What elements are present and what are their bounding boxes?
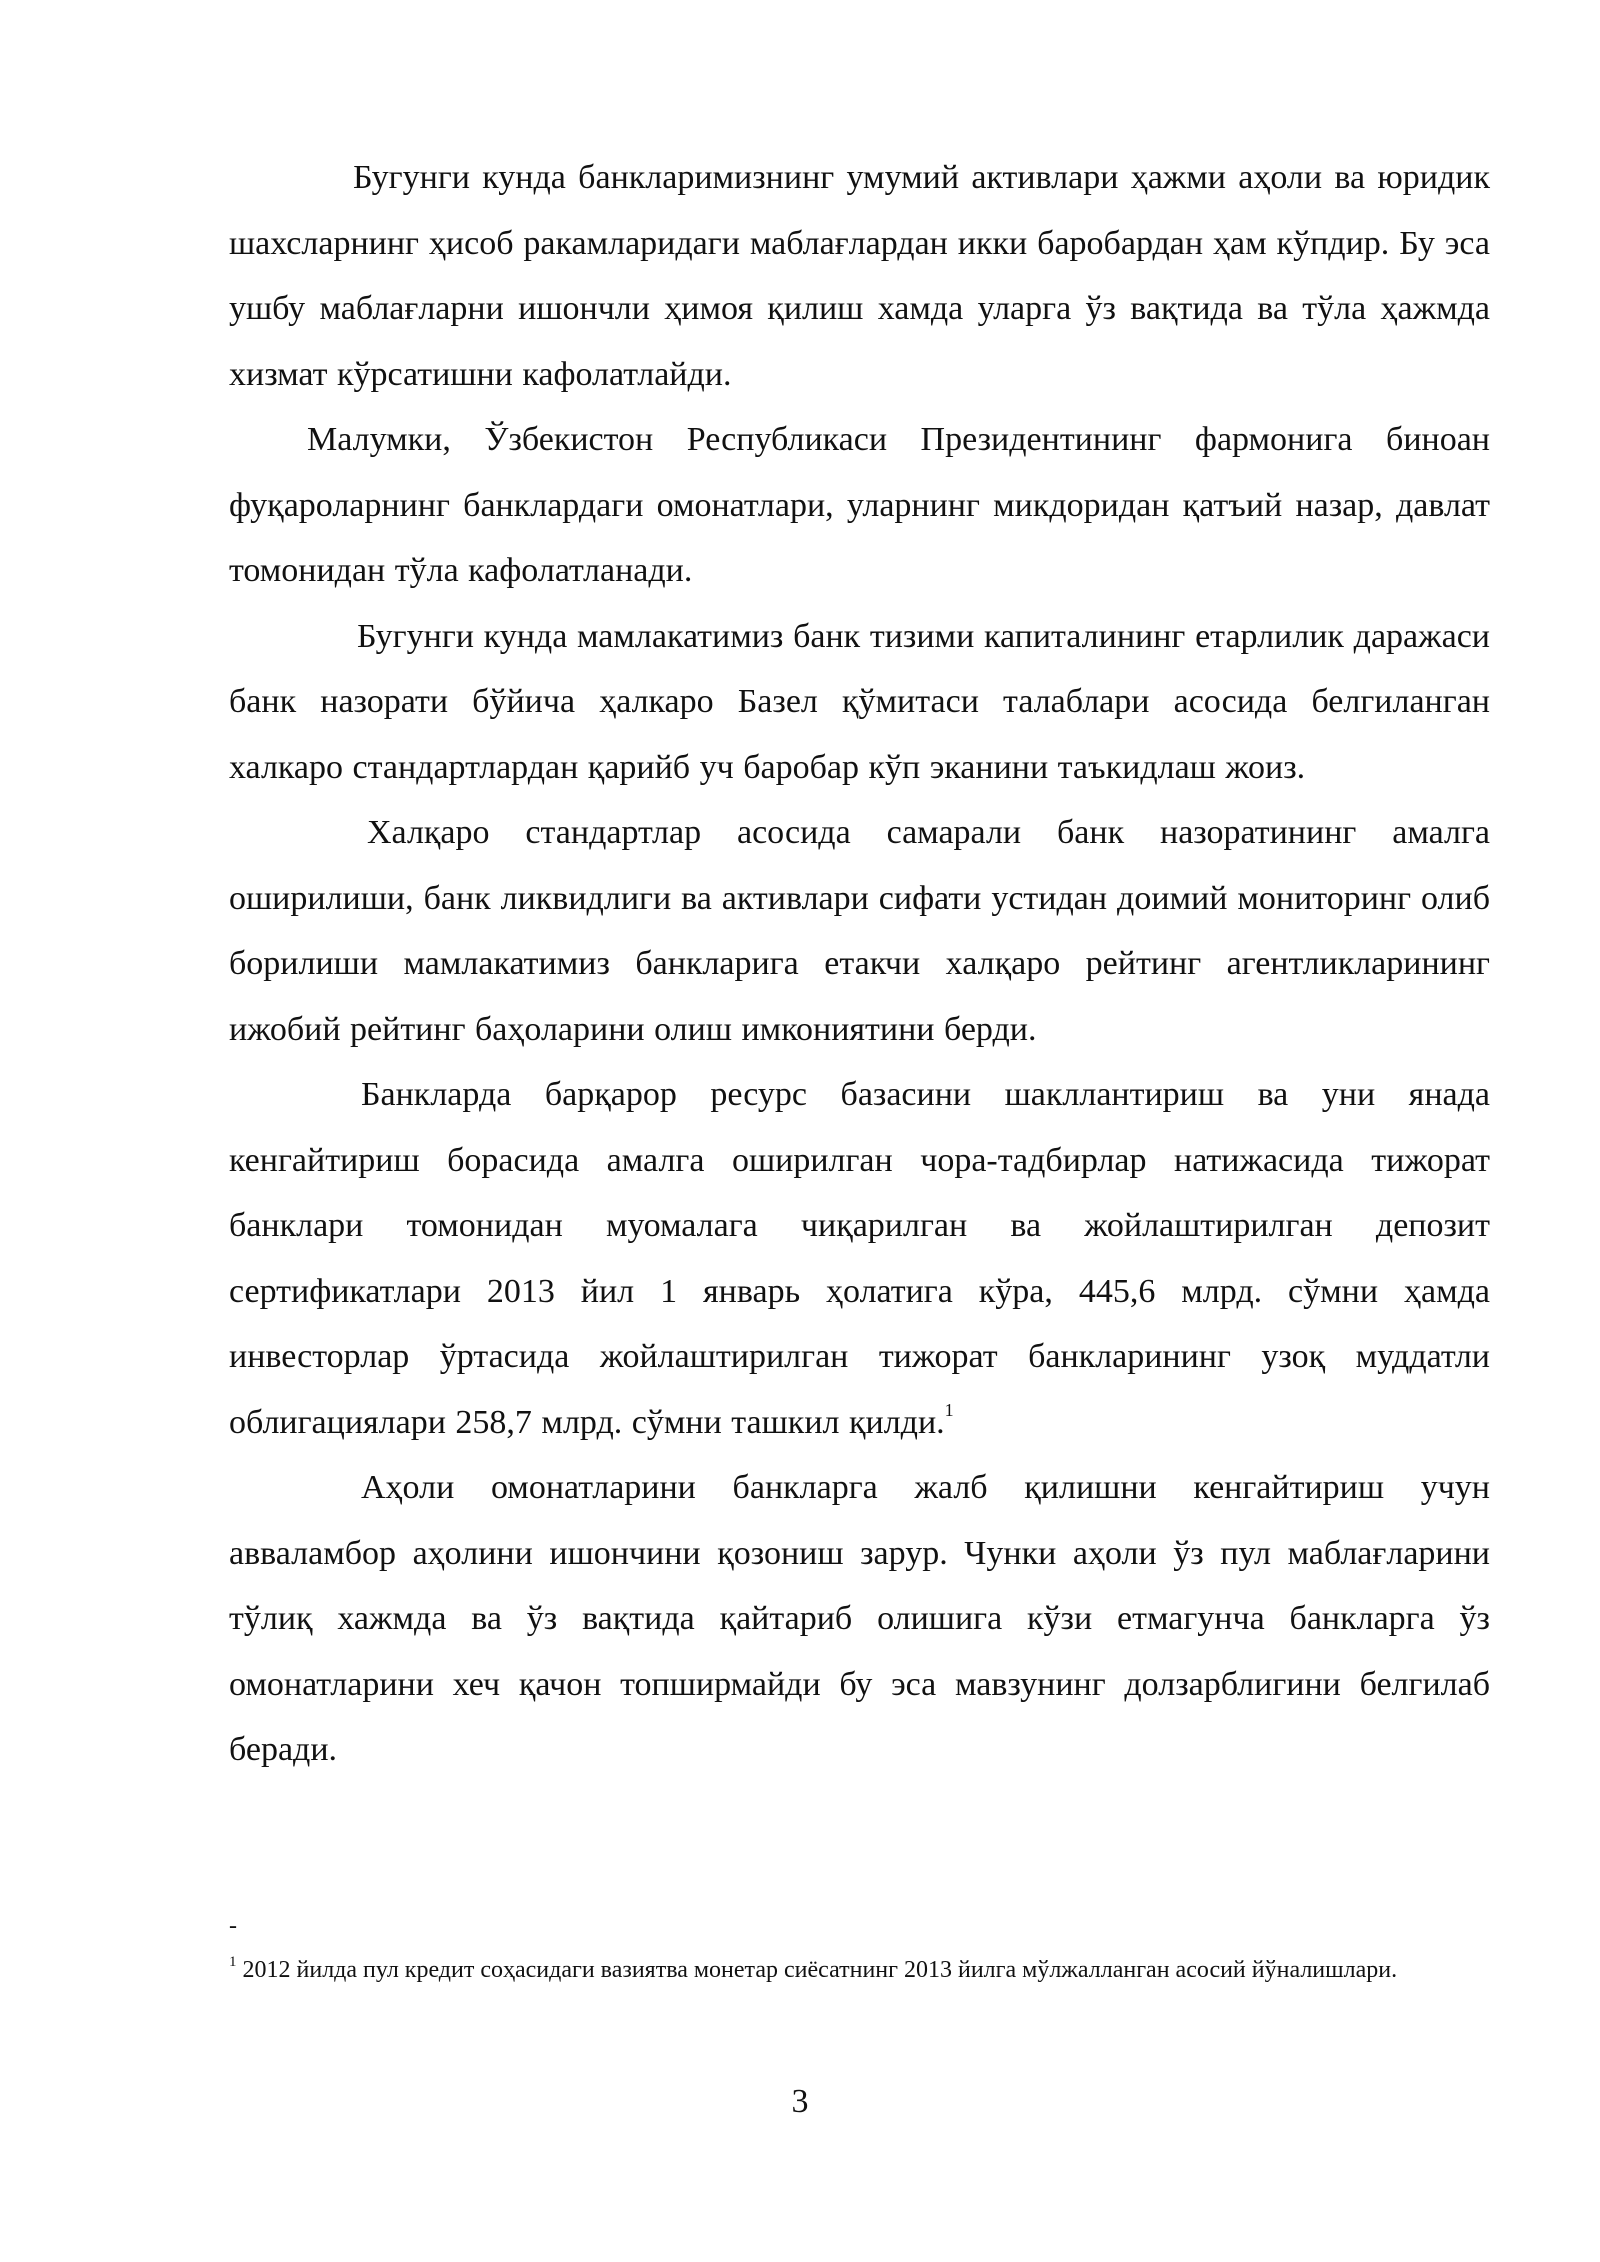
paragraph-6: Аҳоли омонатларини банкларга жалб қилишни кенгайтириш учун авваламбор аҳолини ишончини қозониш зарур. Чунки аҳоли ўз пул маблағларини тўлиқ хажмда ва ўз вақтида қайтариб олишига кўзи етмагунча банкларга ўз омонатларини хеч қачон топширмайди бу эса мавзунинг долзарблигини белгилаб беради. [229,1469,1490,1768]
paragraph-3: Бугунги кунда мамлакатимиз банк тизими капиталининг етарлилик даражаси банк назорати бўйича ҳалкаро Базел қўмитаси талаблари асосида белгиланган халкаро стандартлардан қарийб уч баробар кўп эканини таъкидлаш жоиз. [229,617,1490,786]
footnote-marker: 1 [229,1954,237,1970]
paragraph-2: Малумки, Ўзбекистон Республикаси Президентининг фармонига биноан фуқароларнинг банклардаги омонатлари, уларнинг микдоридан қатъий назар, давлат томонидан тўла кафолатланади. [229,421,1490,589]
footnote-text: 2012 йилда пул кредит соҳасидаги вазиятва монетар сиёсатнинг 2013 йилга мўлжалланган асосий йўналишлари. [236,1957,1398,1983]
paragraph-5-text: Банкларда барқарор ресурс базасини шакллантириш ва уни янада кенгайтириш борасида амалга оширилган чора-тадбирлар натижасида тижорат банклари томонидан муомалага чиқарилган ва жойлаштирилган депозит сертификатлари 2013 йил 1 январь ҳолатига кўра, 445,6 млрд. сўмни ҳамда инвесторлар ўртасида жойлаштирилган тижорат банкларининг узоқ муддатли облигациялари 258,7 млрд. сўмни ташкил қилди. [229,1076,1490,1441]
footnote-reference[interactable]: 1 [944,1400,954,1421]
paragraph-5 [229,1062,1490,1455]
page-number: 3 [791,2083,809,2120]
paragraph-1: Бугунги кунда банкларимизнинг умумий активлари ҳажми аҳоли ва юридик шахсларнинг ҳисоб ракамларидаги маблағлардан икки баробардан ҳам кўпдир. Бу эса ушбу маблағларни ишончли ҳимоя қилиш хамда уларга ўз вақтида ва тўла ҳажмда хизмат кўрсатишни кафолатлайди. [229,159,1490,393]
body-text [229,145,1490,1783]
footnote-separator: - [229,1913,237,1939]
paragraph-4: Халқаро стандартлар асосида самарали банк назоратининг амалга оширилиши, банк ликвидлиги ва активлари сифати устидан доимий мониторинг олиб борилиши мамлакатимиз банкларига етакчи халқаро рейтинг агентликларининг ижобий рейтинг баҳоларини олиш имкониятини берди. [229,814,1490,1048]
footnote [229,1952,1429,1988]
